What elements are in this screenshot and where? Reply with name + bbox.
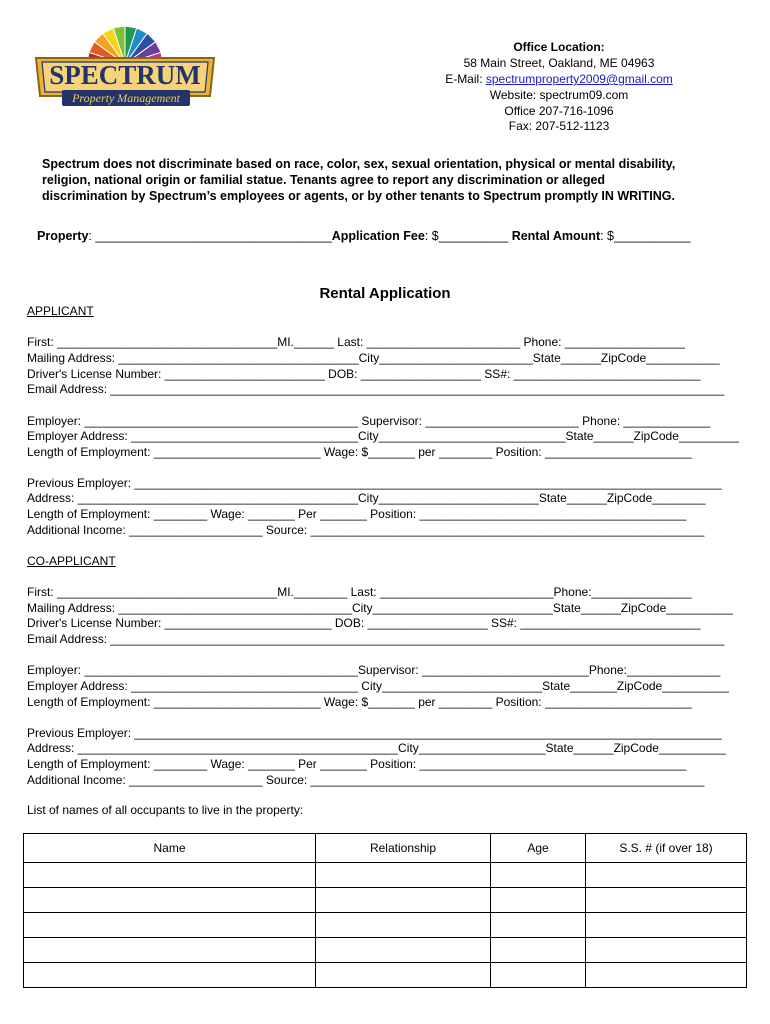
table-cell[interactable] xyxy=(586,888,747,913)
coapplicant-field-line[interactable]: Previous Employer: ________________________________________________________________________________________ xyxy=(27,726,722,740)
table-cell[interactable] xyxy=(316,863,491,888)
office-phone: Office 207-716-1096 xyxy=(504,104,614,118)
email-label: E-Mail: xyxy=(445,72,486,86)
notice-period: . xyxy=(671,189,675,203)
office-fax: Fax: 207-512-1123 xyxy=(508,119,610,133)
notice-line-3 xyxy=(42,188,742,204)
table-cell[interactable] xyxy=(491,938,586,963)
applicant-field-line[interactable]: Driver's License Number: ________________________ DOB: __________________ SS#: ____________________________ xyxy=(27,367,701,381)
table-cell[interactable] xyxy=(24,963,316,988)
coapplicant-field-line[interactable]: Driver's License Number: _________________________ DOB: __________________ SS#: ___________________________ xyxy=(27,616,701,630)
logo-tagline: Property Management xyxy=(72,91,180,105)
notice-emphasis: IN WRITING xyxy=(601,189,672,203)
office-website: Website: spectrum09.com xyxy=(489,88,629,102)
table-cell[interactable] xyxy=(316,913,491,938)
property-label: Property xyxy=(37,229,89,243)
table-cell[interactable] xyxy=(24,863,316,888)
table-cell[interactable] xyxy=(586,938,747,963)
applicant-field-line[interactable]: Previous Employer: ________________________________________________________________________________________ xyxy=(27,476,722,490)
table-row xyxy=(24,888,747,913)
email-link[interactable]: spectrumproperty2009@gmail.com xyxy=(485,72,673,86)
table-cell[interactable] xyxy=(24,913,316,938)
coapplicant-field-line[interactable]: Email Address: ____________________________________________________________________________________________ xyxy=(27,632,725,646)
notice-line-2: religion, national origin or familial statue. Tenants agree to report any discrimination or alleged xyxy=(42,173,606,187)
spectrum-logo xyxy=(30,24,220,114)
table-row xyxy=(24,963,747,988)
applicant-field-line[interactable]: Additional Income: ____________________ Source: ___________________________________________________________ xyxy=(27,523,705,537)
col-header-relationship: Relationship xyxy=(316,834,491,863)
table-cell[interactable] xyxy=(586,913,747,938)
coapplicant-field-line[interactable]: Length of Employment: _________________________ Wage: $_______ per ________ Position: ______________________ xyxy=(27,695,692,709)
office-heading: Office Location: xyxy=(513,40,605,54)
application-fee-field[interactable]: : $__________ xyxy=(424,229,512,243)
table-cell[interactable] xyxy=(491,888,586,913)
office-address: 58 Main Street, Oakland, ME 04963 xyxy=(463,56,655,70)
table-cell[interactable] xyxy=(586,863,747,888)
applicant-field-line[interactable]: Email Address: ____________________________________________________________________________________________ xyxy=(27,382,725,396)
table-row xyxy=(24,863,747,888)
fees-line xyxy=(37,229,690,243)
coapplicant-heading: CO-APPLICANT xyxy=(27,554,116,568)
rental-amount-field[interactable]: : $___________ xyxy=(600,229,691,243)
applicant-field-line[interactable]: Length of Employment: _________________________ Wage: $_______ per ________ Position: ______________________ xyxy=(27,445,692,459)
coapplicant-field-line[interactable]: Mailing Address: ___________________________________City___________________________State______ZipCode__________ xyxy=(27,601,733,615)
office-email-line xyxy=(420,72,698,88)
property-field[interactable]: : __________________________________ xyxy=(88,229,332,243)
table-row xyxy=(24,913,747,938)
applicant-field-line[interactable]: Address: __________________________________________City________________________State______ZipCode________ xyxy=(27,491,706,505)
applicant-field-line[interactable]: Mailing Address: ____________________________________City_______________________State______ZipCode___________ xyxy=(27,351,720,365)
table-cell[interactable] xyxy=(24,938,316,963)
notice-line-1: Spectrum does not discriminate based on race, color, sex, sexual orientation, physical or mental disability, xyxy=(42,157,676,171)
coapplicant-field-line[interactable]: Employer: _________________________________________Supervisor: _________________________Phone:______________ xyxy=(27,663,721,677)
logo-name: SPECTRUM xyxy=(49,60,201,90)
table-cell[interactable] xyxy=(24,888,316,913)
table-row xyxy=(24,938,747,963)
occupants-table xyxy=(23,833,747,988)
applicant-field-line[interactable]: Employer Address: __________________________________City____________________________State______ZipCode_________ xyxy=(27,429,739,443)
application-fee-label: Application Fee xyxy=(331,229,425,243)
table-cell[interactable] xyxy=(316,888,491,913)
applicant-field-line[interactable]: Length of Employment: ________ Wage: _______ Per _______ Position: ________________________________________ xyxy=(27,507,687,521)
col-header-ss: S.S. # (if over 18) xyxy=(586,834,747,863)
table-cell[interactable] xyxy=(491,863,586,888)
coapplicant-field-line[interactable]: Employer Address: __________________________________ City________________________State_______ZipCode__________ xyxy=(27,679,729,693)
applicant-field-line[interactable]: First: _________________________________MI.______ Last: _______________________ Phone: __________________ xyxy=(27,335,685,349)
col-header-name: Name xyxy=(24,834,316,863)
col-header-age: Age xyxy=(491,834,586,863)
coapplicant-field-line[interactable]: Address: ________________________________________________City___________________State______ZipCode__________ xyxy=(27,741,726,755)
table-cell[interactable] xyxy=(316,938,491,963)
rental-amount-label: Rental Amount xyxy=(511,229,601,243)
notice-text: discrimination by Spectrum’s employees or agents, or by other tenants to Spectrum promptly xyxy=(42,189,602,203)
coapplicant-field-line[interactable]: Length of Employment: ________ Wage: _______ Per _______ Position: ________________________________________ xyxy=(27,757,687,771)
applicant-heading: APPLICANT xyxy=(27,304,94,318)
occupants-intro: List of names of all occupants to live in the property: xyxy=(27,803,304,817)
table-cell[interactable] xyxy=(491,913,586,938)
coapplicant-field-line[interactable]: Additional Income: ____________________ Source: ___________________________________________________________ xyxy=(27,773,705,787)
table-cell[interactable] xyxy=(316,963,491,988)
table-cell[interactable] xyxy=(491,963,586,988)
applicant-field-line[interactable]: Employer: _________________________________________ Supervisor: _______________________ Phone: _____________ xyxy=(27,414,711,428)
page-title: Rental Application xyxy=(319,285,451,302)
table-cell[interactable] xyxy=(586,963,747,988)
coapplicant-field-line[interactable]: First: _________________________________MI.________ Last: __________________________Phone:_______________ xyxy=(27,585,692,599)
